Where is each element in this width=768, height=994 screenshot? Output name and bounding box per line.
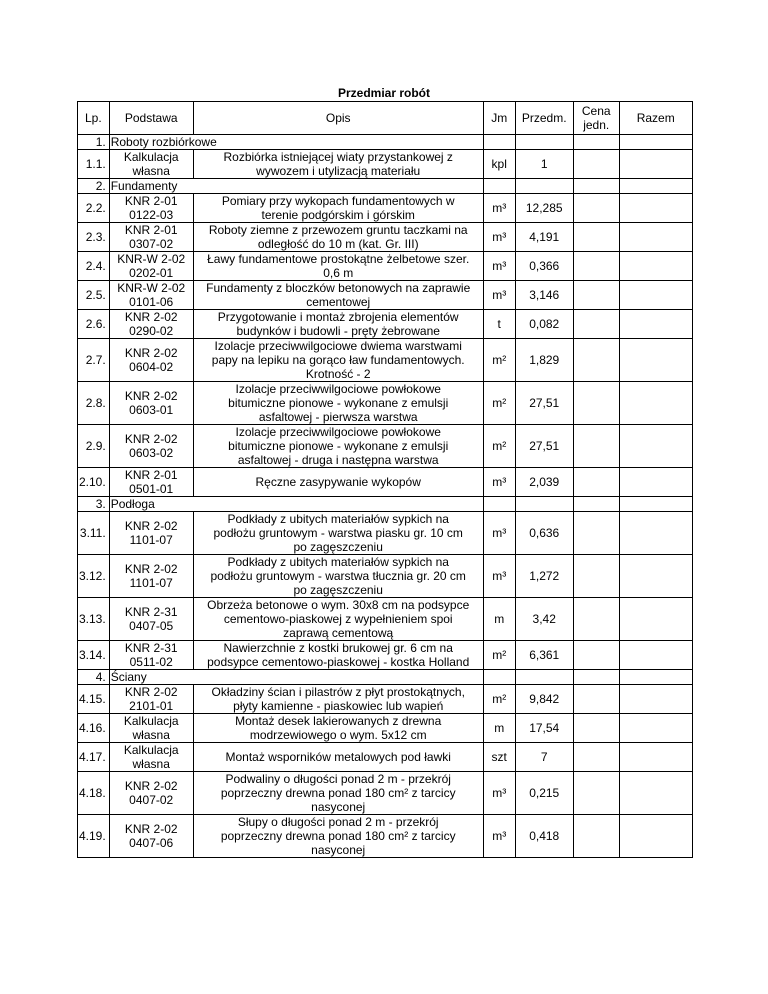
table-row	[78, 772, 693, 815]
item-basis: KNR 2-02 0604-02	[109, 339, 193, 382]
section-number: 2.	[78, 179, 110, 194]
item-quantity: 27,51	[515, 425, 573, 468]
cena-cell	[573, 555, 619, 598]
table-row	[78, 598, 693, 641]
item-description: Podwaliny o długości ponad 2 m - przekrój poprzeczny drewna ponad 180 cm² z tarcicy nasyconej	[193, 772, 483, 815]
item-unit: m³	[483, 468, 515, 497]
cena-cell	[573, 685, 619, 714]
razem-cell	[619, 135, 692, 150]
item-description: Roboty ziemne z przewozem gruntu taczkami na odległość do 10 m (kat. Gr. III)	[193, 223, 483, 252]
item-quantity: 3,146	[515, 281, 573, 310]
razem-cell	[619, 339, 692, 382]
razem-cell	[619, 382, 692, 425]
item-basis: KNR 2-02 1101-07	[109, 555, 193, 598]
item-quantity: 17,54	[515, 714, 573, 743]
table-row	[78, 743, 693, 772]
item-basis: KNR 2-01 0122-03	[109, 194, 193, 223]
section-row	[78, 179, 693, 194]
cena-cell	[573, 150, 619, 179]
table-row	[78, 685, 693, 714]
item-basis: KNR 2-01 0501-01	[109, 468, 193, 497]
razem-cell	[619, 497, 692, 512]
item-quantity: 1,272	[515, 555, 573, 598]
cena-cell	[573, 641, 619, 670]
item-quantity: 12,285	[515, 194, 573, 223]
cena-cell	[573, 714, 619, 743]
section-number: 4.	[78, 670, 110, 685]
item-basis: KNR-W 2-02 0202-01	[109, 252, 193, 281]
item-number: 4.18.	[78, 772, 110, 815]
cena-cell	[573, 772, 619, 815]
item-number: 2.6.	[78, 310, 110, 339]
item-unit: m³	[483, 772, 515, 815]
item-quantity: 3,42	[515, 598, 573, 641]
item-unit: m³	[483, 555, 515, 598]
empty-cell	[515, 135, 573, 150]
page-title: Przedmiar robót	[337, 86, 430, 100]
cena-cell	[573, 223, 619, 252]
cena-cell	[573, 815, 619, 858]
table-row	[78, 468, 693, 497]
razem-cell	[619, 598, 692, 641]
item-number: 2.10.	[78, 468, 110, 497]
item-description: Rozbiórka istniejącej wiaty przystankowej z wywozem i utylizacją materiału	[193, 150, 483, 179]
razem-cell	[619, 714, 692, 743]
table-body	[78, 135, 693, 858]
item-basis: KNR 2-31 0407-05	[109, 598, 193, 641]
item-unit: t	[483, 310, 515, 339]
item-unit: m³	[483, 512, 515, 555]
cena-cell	[573, 252, 619, 281]
item-unit: m	[483, 598, 515, 641]
razem-cell	[619, 252, 692, 281]
item-basis: KNR 2-02 0603-01	[109, 382, 193, 425]
empty-cell	[515, 179, 573, 194]
item-description: Ławy fundamentowe prostokątne żelbetowe szer. 0,6 m	[193, 252, 483, 281]
item-unit: m²	[483, 641, 515, 670]
razem-cell	[619, 194, 692, 223]
header-jm: Jm	[483, 102, 515, 135]
item-basis: KNR 2-02 0407-02	[109, 772, 193, 815]
table-row	[78, 815, 693, 858]
cena-cell	[573, 497, 619, 512]
table-row	[78, 150, 693, 179]
item-unit: m²	[483, 685, 515, 714]
razem-cell	[619, 425, 692, 468]
item-number: 2.8.	[78, 382, 110, 425]
cena-cell	[573, 194, 619, 223]
section-row	[78, 497, 693, 512]
item-quantity: 1	[515, 150, 573, 179]
section-label: Roboty rozbiórkowe	[109, 135, 483, 150]
item-basis: KNR-W 2-02 0101-06	[109, 281, 193, 310]
item-number: 2.5.	[78, 281, 110, 310]
item-basis: Kalkulacja własna	[109, 743, 193, 772]
item-description: Fundamenty z bloczków betonowych na zaprawie cementowej	[193, 281, 483, 310]
razem-cell	[619, 223, 692, 252]
empty-cell	[483, 179, 515, 194]
razem-cell	[619, 512, 692, 555]
cena-cell	[573, 310, 619, 339]
item-basis: KNR 2-02 1101-07	[109, 512, 193, 555]
item-description: Przygotowanie i montaż zbrojenia elementów budynków i budowli - pręty żebrowane	[193, 310, 483, 339]
empty-cell	[483, 135, 515, 150]
item-description: Obrzeża betonowe o wym. 30x8 cm na podsypce cementowo-piaskowej z wypełnieniem spoi zaprawą cementową	[193, 598, 483, 641]
item-unit: m³	[483, 223, 515, 252]
empty-cell	[483, 497, 515, 512]
item-basis: Kalkulacja własna	[109, 150, 193, 179]
item-unit: m³	[483, 281, 515, 310]
item-number: 3.13.	[78, 598, 110, 641]
empty-cell	[515, 670, 573, 685]
item-basis: KNR 2-02 0290-02	[109, 310, 193, 339]
item-quantity: 4,191	[515, 223, 573, 252]
item-description: Okładziny ścian i pilastrów z płyt prostokątnych, płyty kamienne - piaskowiec lub wapień	[193, 685, 483, 714]
cena-cell	[573, 179, 619, 194]
item-basis: KNR 2-01 0307-02	[109, 223, 193, 252]
section-number: 3.	[78, 497, 110, 512]
razem-cell	[619, 555, 692, 598]
item-quantity: 0,215	[515, 772, 573, 815]
item-basis: KNR 2-31 0511-02	[109, 641, 193, 670]
table-row	[78, 641, 693, 670]
item-number: 2.2.	[78, 194, 110, 223]
razem-cell	[619, 310, 692, 339]
item-number: 2.7.	[78, 339, 110, 382]
item-description: Izolacje przeciwwilgociowe dwiema warstwami papy na lepiku na gorąco ław fundamentowych. Krotność - 2	[193, 339, 483, 382]
item-quantity: 6,361	[515, 641, 573, 670]
item-number: 2.4.	[78, 252, 110, 281]
item-quantity: 0,366	[515, 252, 573, 281]
item-number: 3.14.	[78, 641, 110, 670]
item-description: Izolacje przeciwwilgociowe powłokowe bitumiczne pionowe - wykonane z emulsji asfaltowej - druga i następna warstwa	[193, 425, 483, 468]
table-row	[78, 223, 693, 252]
item-number: 3.11.	[78, 512, 110, 555]
item-unit: m³	[483, 194, 515, 223]
razem-cell	[619, 670, 692, 685]
razem-cell	[619, 641, 692, 670]
razem-cell	[619, 685, 692, 714]
cena-cell	[573, 135, 619, 150]
table-row	[78, 425, 693, 468]
item-description: Ręczne zasypywanie wykopów	[193, 468, 483, 497]
item-unit: m²	[483, 382, 515, 425]
section-label: Ściany	[109, 670, 483, 685]
item-number: 1.1.	[78, 150, 110, 179]
header-cena: Cena jedn.	[573, 102, 619, 135]
item-quantity: 0,636	[515, 512, 573, 555]
cena-cell	[573, 670, 619, 685]
header-podstawa: Podstawa	[109, 102, 193, 135]
item-description: Nawierzchnie z kostki brukowej gr. 6 cm na podsypce cementowo-piaskowej - kostka Holland	[193, 641, 483, 670]
item-number: 2.9.	[78, 425, 110, 468]
table-row	[78, 512, 693, 555]
table-row	[78, 252, 693, 281]
cena-cell	[573, 598, 619, 641]
item-basis: KNR 2-02 0603-02	[109, 425, 193, 468]
razem-cell	[619, 150, 692, 179]
section-row	[78, 135, 693, 150]
table-row	[78, 714, 693, 743]
header-przedm: Przedm.	[515, 102, 573, 135]
cena-cell	[573, 425, 619, 468]
item-unit: m²	[483, 425, 515, 468]
section-label: Fundamenty	[109, 179, 483, 194]
section-number: 1.	[78, 135, 110, 150]
bill-of-quantities-table	[77, 101, 693, 858]
item-quantity: 7	[515, 743, 573, 772]
cena-cell	[573, 512, 619, 555]
item-quantity: 2,039	[515, 468, 573, 497]
razem-cell	[619, 743, 692, 772]
header-row	[78, 102, 693, 135]
table-row	[78, 555, 693, 598]
razem-cell	[619, 179, 692, 194]
item-number: 4.17.	[78, 743, 110, 772]
table-row	[78, 382, 693, 425]
item-quantity: 1,829	[515, 339, 573, 382]
item-basis: Kalkulacja własna	[109, 714, 193, 743]
header-lp: Lp.	[78, 102, 110, 135]
item-number: 3.12.	[78, 555, 110, 598]
cena-cell	[573, 743, 619, 772]
razem-cell	[619, 468, 692, 497]
item-quantity: 27,51	[515, 382, 573, 425]
table-row	[78, 310, 693, 339]
razem-cell	[619, 772, 692, 815]
item-description: Montaż wsporników metalowych pod ławki	[193, 743, 483, 772]
cena-cell	[573, 468, 619, 497]
section-row	[78, 670, 693, 685]
item-description: Montaż desek lakierowanych z drewna modrzewiowego o wym. 5x12 cm	[193, 714, 483, 743]
cena-cell	[573, 281, 619, 310]
item-quantity: 9,842	[515, 685, 573, 714]
item-basis: KNR 2-02 0407-06	[109, 815, 193, 858]
cena-cell	[573, 339, 619, 382]
section-label: Podłoga	[109, 497, 483, 512]
table-row	[78, 194, 693, 223]
razem-cell	[619, 281, 692, 310]
item-description: Izolacje przeciwwilgociowe powłokowe bitumiczne pionowe - wykonane z emulsji asfaltowej - pierwsza warstwa	[193, 382, 483, 425]
item-unit: m	[483, 714, 515, 743]
header-opis: Opis	[193, 102, 483, 135]
item-number: 4.16.	[78, 714, 110, 743]
empty-cell	[483, 670, 515, 685]
item-unit: m³	[483, 815, 515, 858]
empty-cell	[515, 497, 573, 512]
item-unit: m³	[483, 252, 515, 281]
item-number: 4.19.	[78, 815, 110, 858]
table-row	[78, 281, 693, 310]
item-basis: KNR 2-02 2101-01	[109, 685, 193, 714]
razem-cell	[619, 815, 692, 858]
item-description: Słupy o długości ponad 2 m - przekrój poprzeczny drewna ponad 180 cm² z tarcicy nasyconej	[193, 815, 483, 858]
item-unit: szt	[483, 743, 515, 772]
item-number: 2.3.	[78, 223, 110, 252]
table-row	[78, 339, 693, 382]
item-quantity: 0,418	[515, 815, 573, 858]
item-description: Podkłady z ubitych materiałów sypkich na podłożu gruntowym - warstwa piasku gr. 10 cm po zagęszczeniu	[193, 512, 483, 555]
item-number: 4.15.	[78, 685, 110, 714]
item-description: Pomiary przy wykopach fundamentowych w terenie podgórskim i górskim	[193, 194, 483, 223]
cena-cell	[573, 382, 619, 425]
item-description: Podkłady z ubitych materiałów sypkich na podłożu gruntowym - warstwa tłucznia gr. 20 cm po zagęszczeniu	[193, 555, 483, 598]
item-unit: kpl	[483, 150, 515, 179]
header-razem: Razem	[619, 102, 692, 135]
item-unit: m²	[483, 339, 515, 382]
item-quantity: 0,082	[515, 310, 573, 339]
